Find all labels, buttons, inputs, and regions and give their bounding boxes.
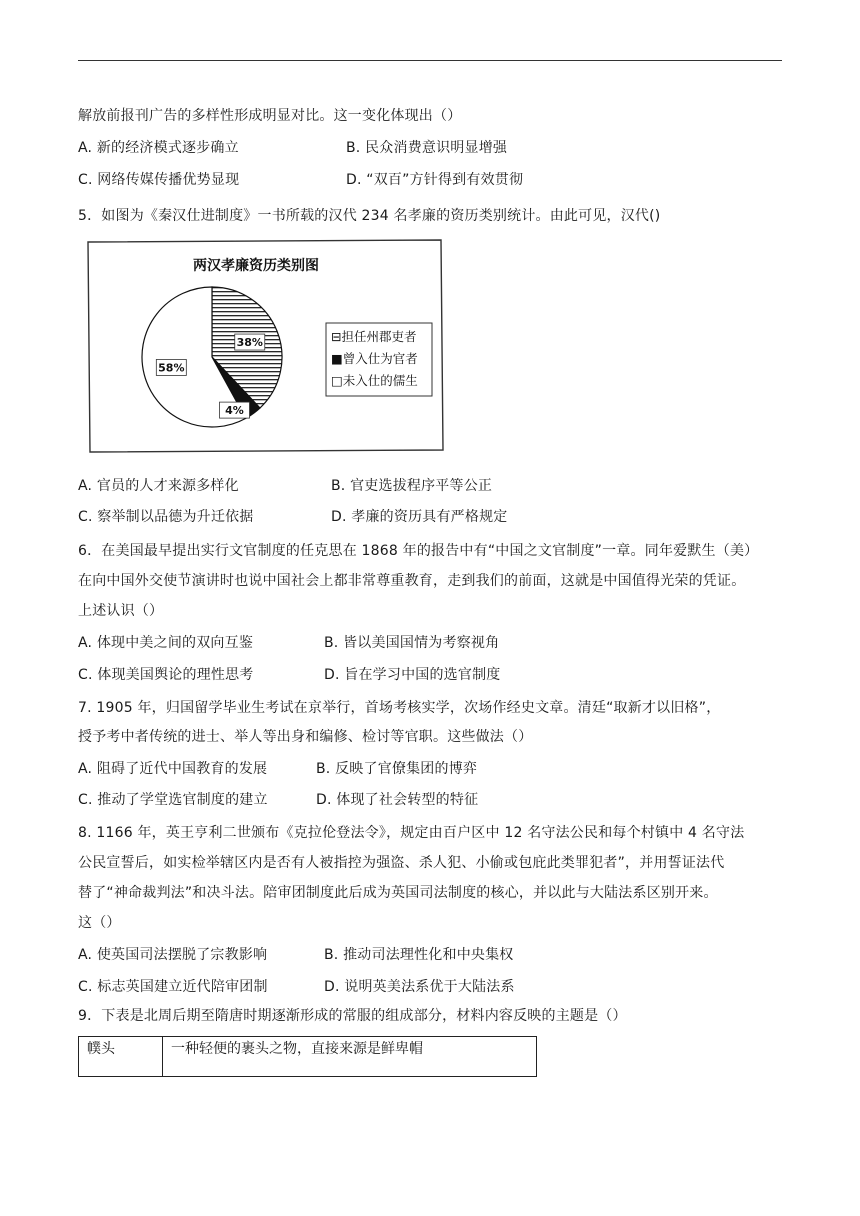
chart-title: 两汉孝廉资历类别图 [193,258,319,274]
q8-option-c[interactable]: C. 标志英国建立近代陪审团制 [78,979,268,995]
q6-stem-line-1: 6．在美国最早提出实行文官制度的任克思在 1868 年的报告中有“中国之文官制度”一章。同年爱默生（美） [78,543,759,559]
pie-label-2: 4% [225,404,244,418]
q7-option-b[interactable]: B. 反映了官僚集团的博弈 [316,761,478,777]
q8-option-a[interactable]: A. 使英国司法摆脱了宗教影响 [78,947,268,963]
q7-option-d[interactable]: D. 体现了社会转型的特征 [316,792,479,808]
q6-option-c[interactable]: C. 体现美国舆论的理性思考 [78,667,254,683]
pie-chart-figure [86,239,448,456]
q6-option-b[interactable]: B. 皆以美国国情为考察视角 [324,635,500,651]
q5-option-a[interactable]: A. 官员的人才来源多样化 [78,478,239,494]
q4-option-a[interactable]: A. 新的经济模式逐步确立 [78,140,239,156]
q8-option-d[interactable]: D. 说明英美法系优于大陆法系 [324,979,515,995]
q6-option-a[interactable]: A. 体现中美之间的双向互鉴 [78,635,254,651]
q5-option-d[interactable]: D. 孝廉的资历具有严格规定 [331,509,508,525]
legend-item-3: □未入仕的儒生 [331,373,418,388]
pie-label-3: 58% [158,361,185,375]
pie-label-1: 38% [236,336,263,350]
legend-item-1: ⊟担任州郡吏者 [331,329,417,344]
q7-stem-line-1: 7. 1905 年，归国留学毕业生考试在京举行，首场考核实学，次场作经史文章。清廷“取新才以旧格”， [78,700,721,716]
table-row [79,1037,537,1077]
q9-stem: 9．下表是北周后期至隋唐时期逐渐形成的常服的组成部分，材料内容反映的主题是（） [78,1008,627,1024]
q5-option-b[interactable]: B. 官吏选拔程序平等公正 [331,478,493,494]
q4-option-c[interactable]: C. 网络传媒传播优势显现 [78,172,240,188]
q5-stem: 5．如图为《秦汉仕进制度》一书所载的汉代 234 名孝廉的资历类别统计。由此可见，汉代() [78,208,661,224]
q8-stem-line-3: 替了“神命裁判法”和决斗法。陪审团制度此后成为英国司法制度的核心，并以此与大陆法系区别开来。 [78,885,718,901]
table-cell-term: 幞头 [79,1037,163,1077]
header-rule [78,60,782,61]
q8-stem-line-2: 公民宣誓后，如实检举辖区内是否有人被指控为强盗、杀人犯、小偷或包庇此类罪犯者”，并用誓证法代 [78,855,725,871]
q7-option-a[interactable]: A. 阻碍了近代中国教育的发展 [78,761,268,777]
q5-option-c[interactable]: C. 察举制以品德为升迁依据 [78,509,254,525]
q8-stem-line-1: 8. 1166 年，英王亨利二世颁布《克拉伦登法令》，规定由百户区中 12 名守法公民和每个村镇中 4 名守法 [78,825,745,841]
costume-table [78,1036,537,1077]
legend-item-2: ■曾入仕为官者 [331,351,418,366]
q4-option-b[interactable]: B. 民众消费意识明显增强 [346,140,508,156]
q8-stem-line-4: 这（） [78,915,121,931]
q7-stem-line-2: 授予考中者传统的进士、举人等出身和编修、检讨等官职。这些做法（） [78,729,533,745]
q8-option-b[interactable]: B. 推动司法理性化和中央集权 [324,947,514,963]
q4-option-d[interactable]: D. “双百”方针得到有效贯彻 [346,172,524,188]
q6-stem-line-2: 在向中国外交使节演讲时也说中国社会上都非常尊重教育，走到我们的前面，这就是中国值得光荣的凭证。 [78,573,746,589]
q4-stem-tail: 解放前报刊广告的多样性形成明显对比。这一变化体现出（） [78,108,462,124]
pie [142,287,282,427]
legend [331,329,418,388]
q7-option-c[interactable]: C. 推动了学堂选官制度的建立 [78,792,268,808]
q6-option-d[interactable]: D. 旨在学习中国的选官制度 [324,667,501,683]
table-cell-description: 一种轻便的裹头之物，直接来源是鲜卑帽 [163,1037,537,1077]
q6-stem-line-3: 上述认识（） [78,603,164,619]
